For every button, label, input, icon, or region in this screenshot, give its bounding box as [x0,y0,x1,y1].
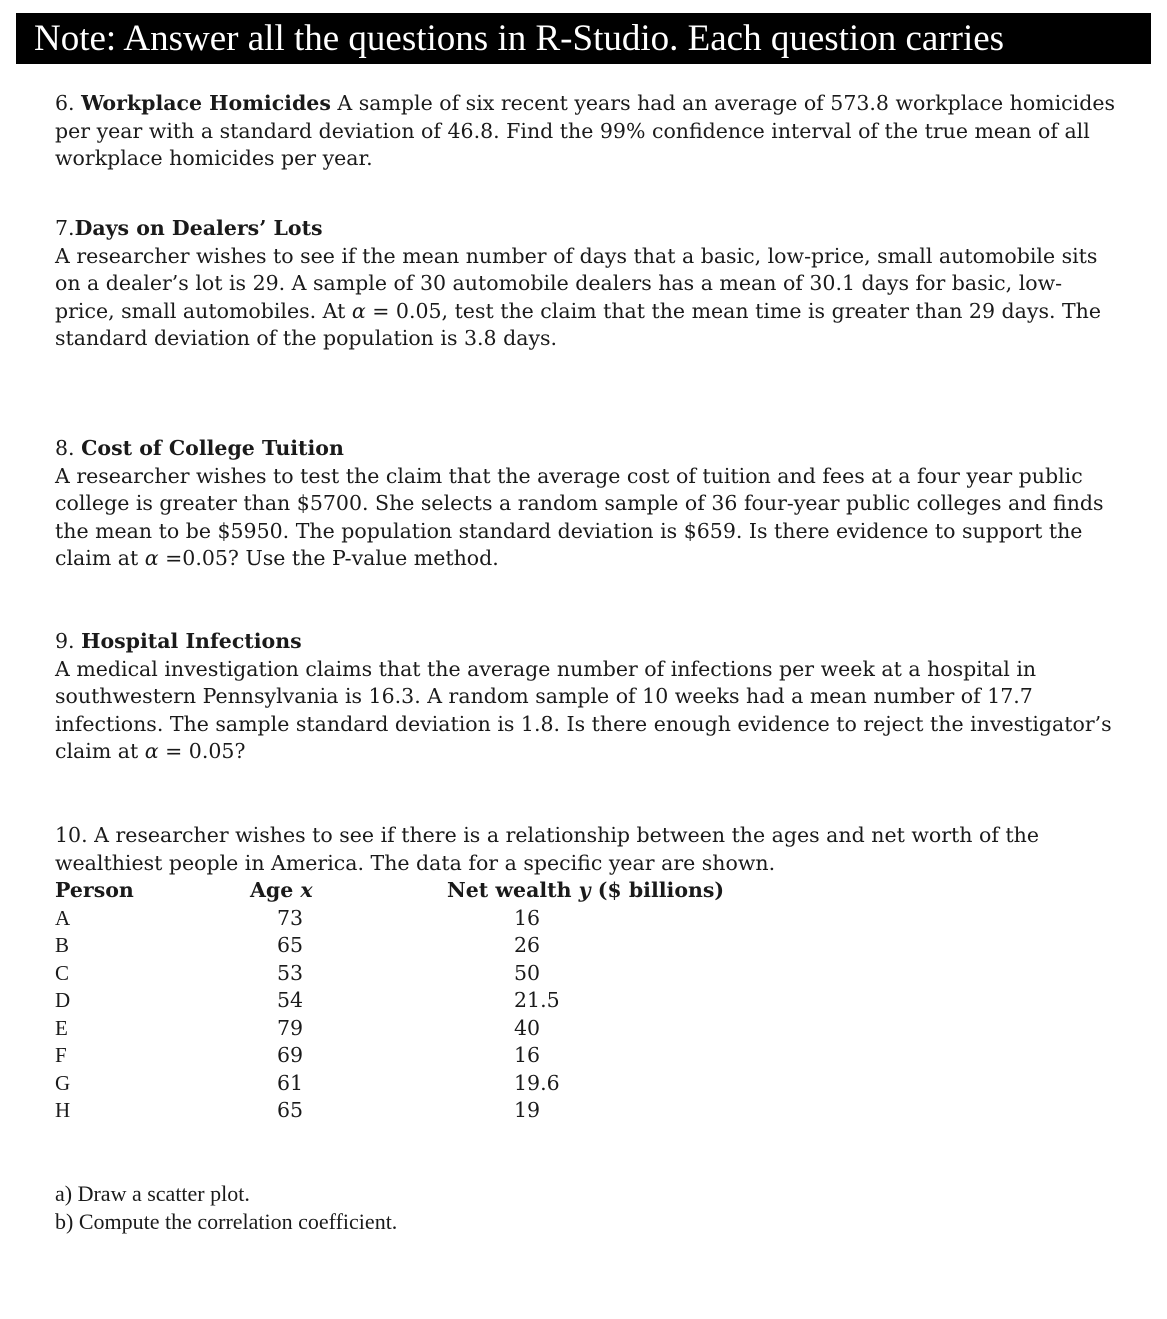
cell-age: 69 [277,1043,304,1067]
table-row [55,987,814,1015]
question-title: Cost of College Tuition [81,436,344,460]
body-part: =0.05? Use the P-value method. [158,546,499,570]
cell-person: A [55,905,71,930]
header-age-label: Age [250,878,301,902]
cell-wealth: 21.5 [514,988,560,1012]
cell-person: B [55,933,70,957]
cell-wealth: 16 [514,905,541,930]
cell-person: H [55,1098,71,1122]
question-number: 9. [55,629,82,653]
question-number: 8. [55,436,82,460]
cell-wealth: 19 [514,1098,541,1122]
table-row [55,960,814,988]
header-wealth-var: y [578,878,591,902]
cell-age: 73 [277,905,304,930]
body-part: = 0.05, test the claim that the mean time is greater than 29 days. The standard deviation of the population is 3.8 days. [55,298,1102,350]
cell-age: 54 [277,988,304,1012]
header-person: Person [55,878,134,902]
table-row [55,905,814,933]
header-age [250,877,447,905]
body-part: A researcher wishes to see if the mean number of days that a basic, low-price, small automobile sits on a dealer’s lot is 29. A sample of 30 automobile dealers has a mean of 30.1 days for basic, low-price, small automobiles. At [55,243,1098,323]
table-row [55,932,814,960]
cell-person: D [55,988,71,1012]
question-9-body [55,656,1115,766]
table-header-row [55,877,814,905]
part-a: a) Draw a scatter plot. [55,1181,250,1206]
question-10 [55,822,1115,1125]
cell-age: 79 [277,1015,304,1040]
question-body: A sample of six recent years had an average of 573.8 workplace homicides per year with a standard deviation of 46.8. Find the 99% confidence interval of the true mean of all workplace homicides per year. [55,91,1115,170]
cell-wealth: 16 [514,1043,541,1067]
alpha-symbol: α [144,546,159,570]
question-title: Workplace Homicides [81,91,331,115]
question-10-parts [55,1180,397,1236]
note-banner: Note: Answer all the questions in R-Studio. Each question carries [16,13,1151,64]
body-part: A researcher wishes to test the claim that the average cost of tuition and fees at a four year public college is greater than $5700. She selects a random sample of 36 four-year public colleges and finds the mean to be $5950. The population standard deviation is $659. Is there evidence to support the claim at [55,463,1104,570]
question-title: Hospital Infections [81,629,302,653]
cell-wealth: 26 [514,933,541,957]
alpha-symbol: α [351,298,366,323]
cell-age: 65 [277,933,304,957]
header-wealth-unit: ($ billions) [590,878,725,902]
table-row [55,1015,814,1043]
question-8-body [55,463,1115,573]
question-7 [55,215,1115,353]
cell-person: E [55,1015,68,1040]
table-row [55,1070,814,1098]
question-number: 6. [55,91,82,115]
question-9-heading [55,628,1115,656]
question-title: Days on Dealers’ Lots [74,216,323,240]
cell-person: G [55,1070,71,1095]
header-wealth [447,877,814,905]
question-8-heading [55,435,1115,463]
cell-age: 61 [277,1070,304,1095]
header-age-var: x [300,878,313,902]
cell-person: C [55,960,70,985]
question-9 [55,628,1115,766]
question-7-body [55,243,1115,353]
question-10-intro: 10. A researcher wishes to see if there is a relationship between the ages and net worth of the wealthiest people in America. The data for a specific year are shown. [55,823,1039,875]
table-row [55,1097,814,1125]
cell-person: F [55,1043,67,1067]
wealth-data-table [55,877,814,1125]
question-6 [55,90,1115,173]
cell-age: 65 [277,1098,304,1122]
cell-wealth: 40 [514,1015,541,1040]
table-row [55,1042,814,1070]
body-part: = 0.05? [158,739,246,763]
question-8 [55,435,1115,573]
body-part: A medical investigation claims that the average number of infections per week at a hospital in southwestern Pennsylvania is 16.3. A random sample of 10 weeks had a mean number of 17.7 infections. The sample standard deviation is 1.8. Is there enough evidence to reject the investigator’s claim at [55,656,1112,763]
cell-wealth: 50 [514,960,541,985]
question-6-text [55,90,1115,173]
question-number: 7. [55,216,75,240]
cell-wealth: 19.6 [514,1070,560,1095]
header-wealth-label: Net wealth [447,878,579,902]
part-b: b) Compute the correlation coefficient. [55,1209,398,1234]
question-7-heading [55,215,1115,243]
cell-age: 53 [277,960,304,985]
alpha-symbol: α [144,739,159,763]
